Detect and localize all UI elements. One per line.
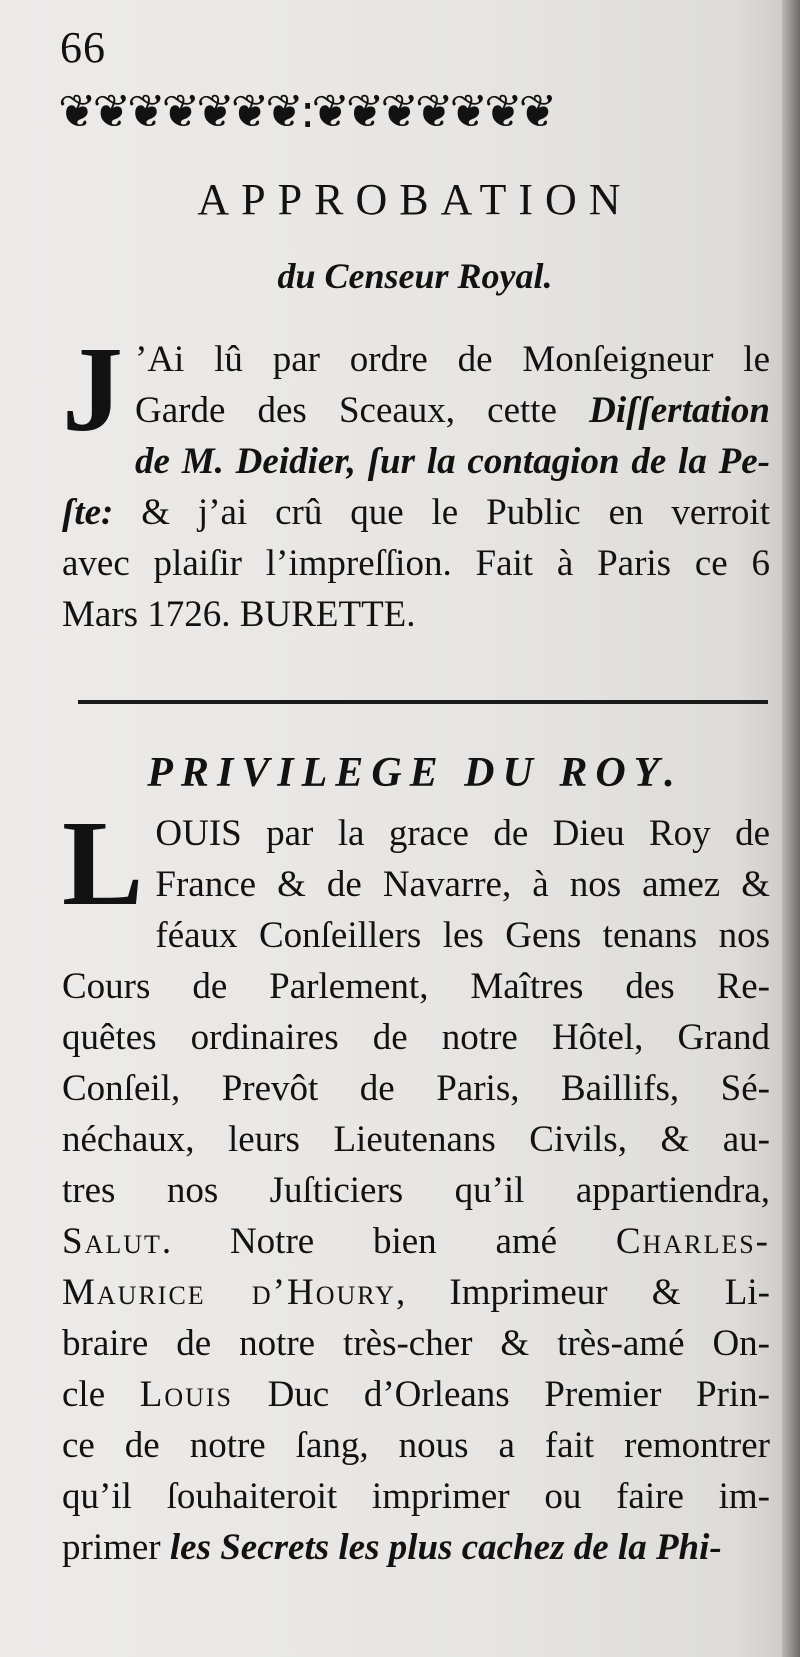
fleuron-ornament: ❦ bbox=[265, 84, 300, 138]
section-divider bbox=[78, 700, 768, 704]
privilege-text-segment: ce de notre ſang, nous a fait remontrer bbox=[62, 1425, 770, 1466]
privilege-text-segment: quêtes ordinaires de notre Hôtel, Grand bbox=[62, 1017, 770, 1058]
approbation-dropcap: J bbox=[62, 322, 123, 457]
ornament-separator: : bbox=[299, 84, 312, 138]
privilege-line bbox=[62, 1165, 770, 1216]
privilege-text-segment: Conſeil, Prevôt de Paris, Baillifs, Sé- bbox=[62, 1068, 770, 1109]
privilege-line bbox=[62, 1216, 770, 1267]
approbation-text-segment: Mars 1726. BURETTE. bbox=[62, 594, 416, 635]
fleuron-ornament: ❦ bbox=[449, 84, 485, 138]
fleuron-ornament: ❦ bbox=[518, 84, 554, 138]
privilege-text-segment: tres nos Juſticiers qu’il appartiendra, bbox=[62, 1170, 770, 1211]
privilege-line bbox=[62, 1420, 770, 1471]
privilege-text-segment: OUIS par la grace de Dieu Roy de bbox=[155, 813, 770, 854]
privilege-dropcap: L bbox=[62, 796, 144, 931]
fleuron-ornament: ❦ bbox=[92, 84, 128, 138]
approbation-text-segment: ſte: bbox=[62, 492, 114, 533]
privilege-text-segment: Charles- bbox=[615, 1221, 770, 1262]
privilege-text-segment: cle bbox=[62, 1374, 140, 1415]
privilege-line bbox=[155, 859, 770, 910]
privilege-text-segment: féaux Conſeillers les Gens tenans nos bbox=[155, 915, 770, 956]
fleuron-ornament: ❦ bbox=[58, 84, 93, 138]
fleuron-ornament: ❦ bbox=[414, 84, 450, 138]
privilege-line bbox=[155, 910, 770, 961]
approbation-text-segment: de M. Deidier, ſur la contagion de la Pe- bbox=[135, 441, 770, 482]
privilege-text-segment: les Secrets les plus cachez de la Phi- bbox=[169, 1527, 722, 1568]
privilege-line bbox=[155, 808, 770, 859]
approbation-text-segment: ’Ai lû par ordre de Monſeigneur le bbox=[135, 339, 770, 380]
privilege-text-segment: . Notre bien amé bbox=[161, 1221, 616, 1262]
fleuron-ornament: ❦ bbox=[484, 84, 519, 138]
privilege-line bbox=[62, 1063, 770, 1114]
privilege-text-segment: Louis bbox=[139, 1374, 233, 1415]
privilege-line bbox=[62, 1369, 770, 1420]
page-number: 66 bbox=[60, 23, 106, 72]
approbation-text-segment: Diſſertation bbox=[589, 390, 770, 431]
approbation-line bbox=[62, 589, 770, 640]
approbation-body bbox=[62, 322, 770, 640]
fleuron-ornament: ❦ bbox=[196, 84, 231, 138]
approbation-text-segment: avec plaiſir l’impreſſion. Fait à Paris ce 6 bbox=[62, 543, 770, 584]
approbation-line bbox=[135, 385, 770, 436]
approbation-title: APPROBATION bbox=[197, 175, 633, 224]
approbation-line bbox=[135, 334, 770, 385]
privilege-text-segment: France & de Navarre, à nos amez & bbox=[155, 864, 770, 905]
privilege-text-segment: Salut bbox=[62, 1221, 162, 1262]
privilege-line bbox=[62, 1522, 770, 1573]
privilege-text-segment: , Imprimeur & Li- bbox=[395, 1272, 770, 1313]
ornament-band bbox=[58, 82, 768, 140]
privilege-line bbox=[62, 1267, 770, 1318]
book-spine-shadow bbox=[782, 0, 800, 1657]
fleuron-ornament: ❦ bbox=[345, 84, 381, 138]
privilege-text-segment: qu’il ſouhaiteroit imprimer ou faire im- bbox=[62, 1476, 770, 1517]
privilege-body bbox=[62, 796, 770, 1573]
approbation-text-segment: Garde des Sceaux, cette bbox=[135, 390, 590, 431]
privilege-text-segment: Cours de Parlement, Maîtres des Re- bbox=[62, 966, 770, 1007]
privilege-text-segment: braire de notre très-cher & très-amé On- bbox=[62, 1323, 770, 1364]
approbation-subtitle: du Censeur Royal. bbox=[277, 256, 553, 296]
privilege-text-segment: Maurice d’Houry bbox=[62, 1272, 396, 1313]
privilege-line bbox=[62, 1114, 770, 1165]
privilege-text-segment: Duc d’Orleans Premier Prin- bbox=[233, 1374, 770, 1415]
approbation-line bbox=[62, 538, 770, 589]
privilege-line bbox=[62, 1012, 770, 1063]
privilege-line bbox=[62, 1318, 770, 1369]
fleuron-ornament: ❦ bbox=[311, 84, 346, 138]
privilege-line bbox=[62, 961, 770, 1012]
privilege-line bbox=[62, 1471, 770, 1522]
privilege-text-segment: néchaux, leurs Lieutenans Civils, & au- bbox=[62, 1119, 770, 1160]
approbation-line bbox=[135, 436, 770, 487]
fleuron-ornament: ❦ bbox=[161, 84, 197, 138]
fleuron-ornament: ❦ bbox=[230, 84, 266, 138]
privilege-text-segment: primer bbox=[62, 1527, 170, 1568]
fleuron-ornament: ❦ bbox=[127, 84, 162, 138]
approbation-text-segment: & j’ai crû que le Public en verroit bbox=[113, 492, 770, 533]
privilege-title: PRIVILEGE DU ROY. bbox=[147, 750, 683, 796]
approbation-line bbox=[62, 487, 770, 538]
fleuron-ornament: ❦ bbox=[380, 84, 415, 138]
